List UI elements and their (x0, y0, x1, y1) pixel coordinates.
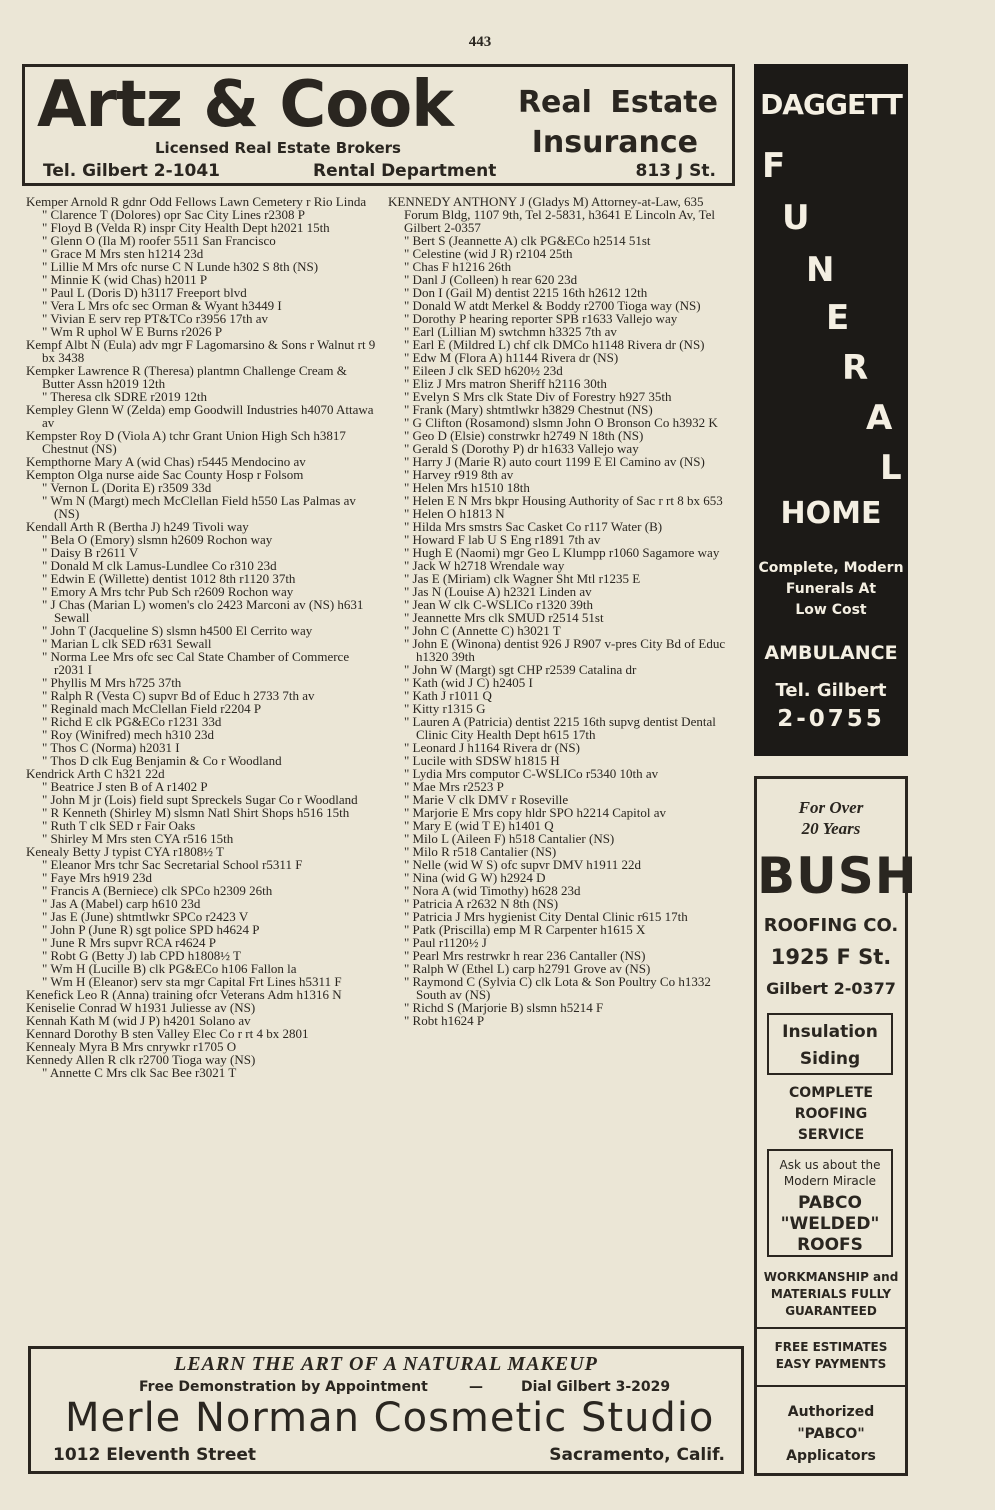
directory-entry: " Eleanor Mrs tchr Sac Secretarial School r5311 F (42, 857, 303, 872)
directory-entry: " Francis A (Berniece) clk SPCo h2309 26th (42, 883, 273, 898)
directory-entry: " Pearl Mrs restrwkr h rear 236 Cantaller (NS) (404, 948, 646, 963)
directory-entry: " Vernon L (Dorita E) r3509 33d (42, 480, 212, 495)
bush-free-line: EASY PAYMENTS (775, 1357, 887, 1371)
bush-ask-line: Modern Miracle (783, 1174, 877, 1188)
bush-pabco-welded (769, 1193, 891, 1256)
directory-entry: " Donald M clk Lamus-Lundlee Co r310 23d (42, 558, 277, 573)
bush-roofing-co: ROOFING CO. (763, 915, 899, 936)
bush-service (757, 1083, 905, 1146)
artz-cook-real-estate: Real Estate (517, 85, 718, 120)
directory-entry: " Helen O h1813 N (404, 506, 505, 521)
directory-entry: Kemper Arnold R gdnr Odd Fellows Lawn Cemetery r Rio Linda (26, 194, 367, 209)
directory-entry: Kenealy Betty J typist CYA r1808½ T (26, 844, 225, 859)
merle-demo: Free Demonstration by Appointment (139, 1379, 428, 1395)
bush-free-line: FREE ESTIMATES (774, 1340, 888, 1354)
directory-entry: " Chas F h1216 26th (404, 259, 512, 274)
directory-entry: Keniselie Conrad W h1931 Juliesse av (NS) (26, 1000, 256, 1015)
directory-entry: " Geo D (Elsie) constrwkr h2749 N 18th (NS) (404, 428, 644, 443)
bush-auth-line: "PABCO" (797, 1426, 865, 1442)
merle-studio-name: Merle Norman Cosmetic Studio (65, 1395, 715, 1441)
directory-entry: " Vivian E serv rep PT&TCo r3956 17th av (42, 311, 268, 326)
directory-entry: " Harry J (Marie R) auto court 1199 E El Camino av (NS) (404, 454, 705, 469)
bush-siding: Siding (799, 1049, 861, 1069)
directory-entry: " Shirley M Mrs sten CYA r516 15th (42, 831, 234, 846)
directory-entry: " Faye Mrs h919 23d (42, 870, 153, 885)
directory-entry: " Wm N (Margt) mech McClellan Field h550 Las Palmas av (NS) (42, 493, 356, 521)
directory-entry: KENNEDY ANTHONY J (Gladys M) Attorney-at-Law, 635 Forum Bldg, 1107 9th, Tel 2-5831, h3641 E Lincoln Av, Tel Gilbert 2-0357 (388, 194, 716, 235)
directory-entry: " Robt h1624 P (404, 1013, 485, 1028)
directory-entry: " Lydia Mrs computor C-WSLICo r5340 10th av (404, 766, 659, 781)
directory-entry: " Beatrice J sten B of A r1402 P (42, 779, 208, 794)
directory-entry: " Wm H (Eleanor) serv sta mgr Capital Frt Lines h5311 F (42, 974, 342, 989)
directory-entry: " Theresa clk SDRE r2019 12th (42, 389, 208, 404)
directory-entry: " Eliz J Mrs matron Sheriff h2116 30th (404, 376, 607, 391)
directory-entry: " Minnie K (wid Chas) h2011 P (42, 272, 208, 287)
directory-entry: " Lillie M Mrs ofc nurse C N Lunde h302 S 8th (NS) (42, 259, 319, 274)
bush-over-line: 20 Years (801, 819, 861, 838)
directory-entry: " Jeannette Mrs clk SMUD r2514 51st (404, 610, 604, 625)
directory-entry: " Celestine (wid J R) r2104 25th (404, 246, 573, 261)
directory-entry: " Clarence T (Dolores) opr Sac City Lines r2308 P (42, 207, 305, 222)
directory-entry: " Howard F lab U S Eng r1891 7th av (404, 532, 601, 547)
bush-authorized (757, 1401, 905, 1467)
directory-entry: " Nelle (wid W S) ofc supvr DMV h1911 22d (404, 857, 642, 872)
bush-guarantee (757, 1269, 905, 1320)
funeral-letter-n: N (806, 250, 835, 290)
directory-entry: " Earl E (Mildred L) chf clk DMCo h1148 Rivera dr (NS) (404, 337, 705, 352)
artz-cook-ad (22, 64, 735, 186)
directory-entry: " June R Mrs supvr RCA r4624 P (42, 935, 216, 950)
merle-headline: LEARN THE ART OF A NATURAL MAKEUP (174, 1353, 598, 1375)
bush-divider (757, 1385, 905, 1387)
directory-entry: Kendall Arth R (Bertha J) h249 Tivoli way (26, 519, 249, 534)
directory-entry: Kempley Glenn W (Zelda) emp Goodwill Industries h4070 Attawa av (26, 402, 374, 430)
daggett-ambulance: AMBULANCE (764, 642, 898, 664)
daggett-home: HOME (780, 496, 882, 531)
directory-entry: " Hugh E (Naomi) mgr Geo L Klumpp r1060 Sagamore way (404, 545, 720, 560)
directory-entry: " Jas E (June) shtmtlwkr SPCo r2423 V (42, 909, 249, 924)
bush-auth-line: Applicators (786, 1448, 876, 1464)
directory-entry: " John T (Jacqueline S) slsmn h4500 El Cerrito way (42, 623, 313, 638)
funeral-letter-e: E (826, 298, 850, 338)
directory-entry: " Phyllis M Mrs h725 37th (42, 675, 182, 690)
directory-entry: " Leonard J h1164 Rivera dr (NS) (404, 740, 580, 755)
directory-entry: Kennealy Myra B Mrs cnrywkr r1705 O (26, 1039, 237, 1054)
directory-entry: " Thos C (Norma) h2031 I (42, 740, 180, 755)
bush-name: BUSH (757, 847, 918, 905)
funeral-letter-r: R (842, 348, 869, 388)
directory-entry: " Marian L clk SED r631 Sewall (42, 636, 212, 651)
directory-entry: " Bela O (Emory) slsmn h2609 Rochon way (42, 532, 273, 547)
directory-entry: " Emory A Mrs tchr Pub Sch r2609 Rochon way (42, 584, 294, 599)
funeral-letter-u: U (782, 198, 810, 238)
directory-entry: " Nora A (wid Timothy) h628 23d (404, 883, 581, 898)
directory-entry: Kendrick Arth C h321 22d (26, 766, 165, 781)
directory-entry: " Nina (wid G W) h2924 D (404, 870, 546, 885)
directory-entry: " Marie V clk DMV r Roseville (404, 792, 569, 807)
directory-entry: " Eileen J clk SED h620½ 23d (404, 363, 563, 378)
directory-entry: Kempton Olga nurse aide Sac County Hosp r Folsom (26, 467, 304, 482)
directory-entry: Kempthorne Mary A (wid Chas) r5445 Mendocino av (26, 454, 306, 469)
directory-entry: " John E (Winona) dentist 926 J R907 v-pres City Bd of Educ h1320 39th (404, 636, 726, 664)
daggett-description (754, 558, 908, 621)
artz-cook-address: 813 J St. (635, 161, 716, 181)
daggett-number: 2-0755 (777, 706, 885, 732)
bush-work-line: WORKMANSHIP and (763, 1270, 899, 1284)
directory-entry: " Jean W clk C-WSLICo r1320 39th (404, 597, 593, 612)
directory-column-left (26, 195, 378, 1079)
artz-cook-subtitle: Licensed Real Estate Brokers (155, 139, 401, 157)
directory-entry: " Floyd B (Velda R) inspr City Health Dept h2021 15th (42, 220, 330, 235)
directory-entry: " Roy (Winifred) mech h310 23d (42, 727, 214, 742)
directory-entry: " Frank (Mary) shtmtlwkr h3829 Chestnut (NS) (404, 402, 653, 417)
directory-entry: " Jas E (Miriam) clk Wagner Sht Mtl r1235 E (404, 571, 641, 586)
directory-entry: " Dorothy P hearing reporter SPB r1633 Vallejo way (404, 311, 678, 326)
directory-entry: " Ralph W (Ethel L) carp h2791 Grove av (NS) (404, 961, 651, 976)
directory-entry: " J Chas (Marian L) women's clo 2423 Marconi av (NS) h631 Sewall (42, 597, 364, 625)
directory-entry: " Helen E N Mrs bkpr Housing Authority of Sac r rt 8 bx 653 (404, 493, 723, 508)
artz-cook-brand: Artz & Cook (37, 68, 453, 142)
bush-auth-line: Authorized (787, 1404, 875, 1420)
page-number: 443 (468, 34, 492, 50)
bush-street: 1925 F St. (770, 945, 892, 969)
directory-entry: " Marjorie E Mrs copy hldr SPO h2214 Capitol av (404, 805, 667, 820)
bush-over-line: For Over (798, 798, 864, 817)
directory-entry: " Grace M Mrs sten h1214 23d (42, 246, 204, 261)
bush-insulation: Insulation (782, 1022, 878, 1042)
daggett-desc-line: Funerals At (785, 581, 877, 597)
bush-insulation-box (767, 1013, 893, 1075)
directory-entry: " Jas N (Louise A) h2321 Linden av (404, 584, 592, 599)
merle-street: 1012 Eleventh Street (53, 1445, 257, 1465)
funeral-letter-l: L (880, 448, 902, 488)
daggett-desc-line: Complete, Modern (758, 560, 904, 576)
directory-entry: " Thos D clk Eug Benjamin & Co r Woodland (42, 753, 282, 768)
directory-entry: " Mary E (wid T E) h1401 Q (404, 818, 554, 833)
artz-cook-tel: Tel. Gilbert 2-1041 (43, 161, 221, 181)
directory-entry: " Reginald mach McClellan Field r2204 P (42, 701, 262, 716)
directory-entry: " Milo R r518 Cantalier (NS) (404, 844, 557, 859)
directory-entry: Kempf Albt N (Eula) adv mgr F Lagomarsino & Sons r Walnut rt 9 bx 3438 (26, 337, 376, 365)
bush-pabco-line: "WELDED" (780, 1214, 880, 1234)
bush-pabco-box (767, 1149, 893, 1257)
bush-ask-line: Ask us about the (779, 1158, 881, 1172)
directory-entry: " G Clifton (Rosamond) slsmn John O Bronson Co h3932 K (404, 415, 718, 430)
bush-for-over (757, 797, 905, 839)
bush-service-line: ROOFING (794, 1106, 868, 1122)
directory-entry: " Hilda Mrs smstrs Sac Casket Co r117 Water (B) (404, 519, 663, 534)
directory-entry: " Ralph R (Vesta C) supvr Bd of Educ h 2733 7th av (42, 688, 315, 703)
directory-entry: " Lauren A (Patricia) dentist 2215 16th supvg dentist Dental Clinic City Health Dept h615 17th (404, 714, 716, 742)
directory-entry: " Gerald S (Dorothy P) dr h1633 Vallejo way (404, 441, 639, 456)
directory-entry: " John W (Margt) sgt CHP r2539 Catalina dr (404, 662, 637, 677)
funeral-letter-f: F (762, 146, 786, 186)
daggett-tel: Tel. Gilbert (775, 680, 887, 701)
artz-cook-insurance: Insurance (531, 125, 698, 160)
directory-entry: " Vera L Mrs ofc sec Orman & Wyant h3449 I (42, 298, 282, 313)
directory-entry: " Wm R uphol W E Burns r2026 P (42, 324, 223, 339)
directory-entry: " Richd S (Marjorie B) slsmn h5214 F (404, 1000, 604, 1015)
directory-entry: " Daisy B r2611 V (42, 545, 139, 560)
directory-entry: " Kath (wid J C) h2405 I (404, 675, 533, 690)
directory-entry: Kennah Kath M (wid J P) h4201 Solano av (26, 1013, 251, 1028)
bush-phone: Gilbert 2-0377 (766, 979, 896, 998)
directory-entry: " Danl J (Colleen) h rear 620 23d (404, 272, 578, 287)
bush-work-line: MATERIALS FULLY (770, 1287, 892, 1301)
directory-entry: " Lucile with SDSW h1815 H (404, 753, 560, 768)
directory-entry: Kempker Lawrence R (Theresa) plantmn Challenge Cream & Butter Assn h2019 12th (26, 363, 347, 391)
bush-free-estimates (757, 1339, 905, 1373)
directory-entry: " John P (June R) sgt police SPD h4624 P (42, 922, 260, 937)
directory-entry: " Kath J r1011 Q (404, 688, 492, 703)
directory-entry: " Robt G (Betty J) lab CPD h1808½ T (42, 948, 241, 963)
directory-entry: " Kitty r1315 G (404, 701, 486, 716)
merle-norman-ad (28, 1346, 744, 1474)
directory-entry: " Paul L (Doris D) h3117 Freeport blvd (42, 285, 247, 300)
merle-dash: — (469, 1379, 483, 1395)
directory-entry: " Patricia A r2632 N 8th (NS) (404, 896, 559, 911)
merle-dial: Dial Gilbert 3-2029 (521, 1379, 671, 1395)
directory-entry: " Milo L (Aileen F) h518 Cantalier (NS) (404, 831, 615, 846)
directory-entry: " Jas A (Mabel) carp h610 23d (42, 896, 201, 911)
directory-entry: " Evelyn S Mrs clk State Div of Forestry h927 35th (404, 389, 672, 404)
directory-entry: Kempster Roy D (Viola A) tchr Grant Union High Sch h3817 Chestnut (NS) (26, 428, 346, 456)
bush-pabco-line: PABCO (798, 1193, 862, 1213)
directory-entry: " Wm H (Lucille B) clk PG&ECo h106 Fallon la (42, 961, 297, 976)
directory-entry: " Harvey r919 8th av (404, 467, 514, 482)
directory-entry: " John C (Annette C) h3021 T (404, 623, 561, 638)
directory-entry: " Earl (Lillian M) swtchmn h3325 7th av (404, 324, 617, 339)
directory-entry: " Patricia J Mrs hygienist City Dental Clinic r615 17th (404, 909, 688, 924)
directory-entry: " Richd E clk PG&ECo r1231 33d (42, 714, 222, 729)
directory-entry: " Helen Mrs h1510 18th (404, 480, 530, 495)
bush-roofing-ad (754, 776, 918, 1476)
daggett-funeral-ad (754, 64, 908, 756)
directory-entry: " Glenn O (Ila M) roofer 5511 San Francisco (42, 233, 276, 248)
bush-divider (757, 1327, 905, 1329)
bush-work-line: GUARANTEED (785, 1304, 877, 1318)
directory-entry: " Annette C Mrs clk Sac Bee r3021 T (42, 1065, 237, 1080)
directory-entry: " Raymond C (Sylvia C) clk Lota & Son Poultry Co h1332 South av (NS) (404, 974, 711, 1002)
bush-service-line: SERVICE (797, 1127, 865, 1143)
directory-entry: " Ruth T clk SED r Fair Oaks (42, 818, 196, 833)
directory-entry: Kenefick Leo R (Anna) training ofcr Veterans Adm h1316 N (26, 987, 342, 1002)
directory-entry: " Norma Lee Mrs ofc sec Cal State Chamber of Commerce r2031 I (42, 649, 350, 677)
directory-entry: " Paul r1120½ J (404, 935, 487, 950)
directory-entry: " Mae Mrs r2523 P (404, 779, 504, 794)
merle-city: Sacramento, Calif. (549, 1445, 725, 1465)
directory-entry: " Jack W h2718 Wrendale way (404, 558, 565, 573)
directory-column-right (388, 195, 740, 1027)
directory-entry: Kennedy Allen R clk r2700 Tioga way (NS) (26, 1052, 256, 1067)
funeral-letter-a: A (866, 398, 893, 438)
bush-pabco-line: ROOFS (797, 1235, 863, 1255)
directory-entry: " Edwin E (Willette) dentist 1012 8th r1120 37th (42, 571, 296, 586)
directory-entry: " John M jr (Lois) field supt Spreckels Sugar Co r Woodland (42, 792, 358, 807)
daggett-desc-line: Low Cost (795, 602, 867, 618)
artz-cook-rental: Rental Department (313, 161, 497, 181)
directory-entry: " Donald W atdt Merkel & Boddy r2700 Tioga way (NS) (404, 298, 701, 313)
directory-entry: " Edw M (Flora A) h1144 Rivera dr (NS) (404, 350, 619, 365)
directory-entry: Kennard Dorothy B sten Valley Elec Co r rt 4 bx 2801 (26, 1026, 309, 1041)
directory-entry: " Patk (Priscilla) emp M R Carpenter h1615 X (404, 922, 646, 937)
directory-entry: " Don I (Gail M) dentist 2215 16th h2612 12th (404, 285, 648, 300)
daggett-name: DAGGETT (760, 88, 902, 121)
directory-entry: " R Kenneth (Shirley M) slsmn Natl Shirt Shops h516 15th (42, 805, 350, 820)
directory-entry: " Bert S (Jeannette A) clk PG&ECo h2514 51st (404, 233, 651, 248)
bush-service-line: COMPLETE (789, 1085, 873, 1101)
